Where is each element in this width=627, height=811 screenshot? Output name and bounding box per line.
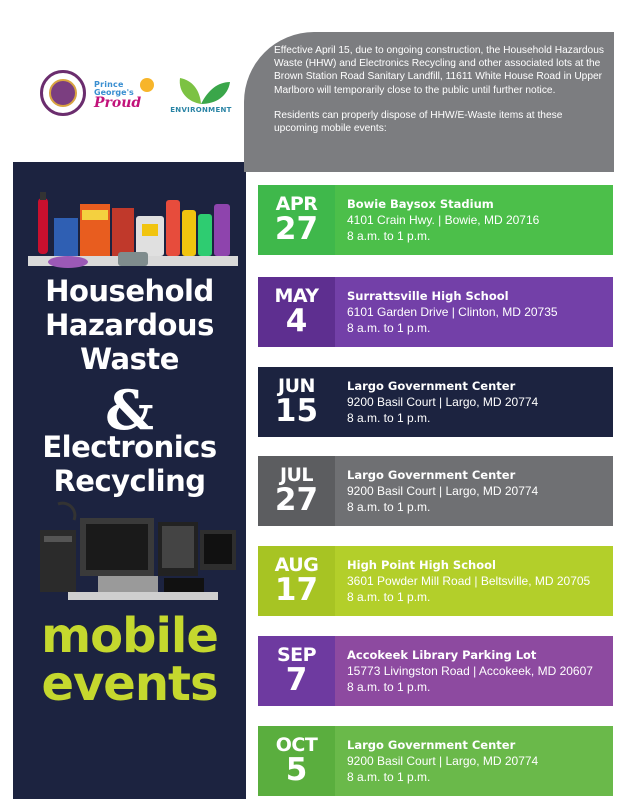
event-info [335, 185, 613, 255]
event-time: 8 a.m. to 1 p.m. [347, 770, 431, 784]
event-month: SEP [276, 644, 317, 666]
sun-icon [140, 78, 154, 92]
event-month: APR [275, 193, 318, 215]
event-day: 27 [274, 482, 319, 518]
event-date [258, 277, 335, 347]
event-info [335, 456, 613, 526]
event-address: 9200 Basil Court | Largo, MD 20774 [347, 395, 539, 409]
environment-logo: ENVIRONMENT [168, 72, 234, 122]
prince-georges-proud-logo: Prince George's Proud [94, 80, 156, 120]
event-card [258, 726, 613, 796]
event-info [335, 277, 613, 347]
title-hhw: Household Hazardous Waste [45, 274, 214, 376]
event-address: 4101 Crain Hwy. | Bowie, MD 20716 [347, 213, 540, 227]
event-info [335, 546, 613, 616]
event-card [258, 546, 613, 616]
event-card [258, 185, 613, 255]
event-venue: Surrattsville High School [347, 289, 509, 303]
event-time: 8 a.m. to 1 p.m. [347, 590, 431, 604]
event-card [258, 456, 613, 526]
event-month: AUG [274, 554, 319, 576]
event-time: 8 a.m. to 1 p.m. [347, 411, 431, 425]
event-address: 9200 Basil Court | Largo, MD 20774 [347, 484, 539, 498]
event-venue: Bowie Baysox Stadium [347, 197, 494, 211]
electronics-image [38, 500, 238, 608]
event-date [258, 546, 335, 616]
event-day: 27 [274, 211, 319, 247]
event-time: 8 a.m. to 1 p.m. [347, 229, 431, 243]
event-day: 17 [274, 572, 319, 608]
event-address: 9200 Basil Court | Largo, MD 20774 [347, 754, 539, 768]
event-date [258, 726, 335, 796]
event-day: 5 [285, 752, 308, 788]
event-date [258, 636, 335, 706]
event-venue: Largo Government Center [347, 379, 516, 393]
event-info [335, 636, 613, 706]
event-date [258, 456, 335, 526]
leaf-icon [168, 72, 234, 106]
notice-paragraph: Effective April 15, due to ongoing construction, the Household Hazardous Waste (HHW) and Electronics Recycling and other associated lots at the Brown Station Road Sanitary Landfill, 11611 White House Road in Upper Marlboro will temporarily close to the public until further notice. [274, 45, 604, 96]
event-info [335, 726, 613, 796]
event-month: OCT [275, 734, 318, 756]
event-time: 8 a.m. to 1 p.m. [347, 500, 431, 514]
event-date [258, 367, 335, 437]
event-venue: Largo Government Center [347, 738, 516, 752]
event-card [258, 367, 613, 437]
event-venue: Accokeek Library Parking Lot [347, 648, 537, 662]
event-day: 4 [285, 303, 308, 339]
event-month: MAY [274, 285, 319, 307]
notice-text [274, 44, 604, 135]
county-seal-logo [40, 70, 86, 116]
event-time: 8 a.m. to 1 p.m. [347, 321, 431, 335]
event-venue: Largo Government Center [347, 468, 516, 482]
event-day: 7 [285, 662, 308, 698]
event-venue: High Point High School [347, 558, 496, 572]
event-card [258, 636, 613, 706]
event-address: 15773 Livingston Road | Accokeek, MD 20607 [347, 664, 593, 678]
event-day: 15 [274, 393, 319, 429]
event-date [258, 185, 335, 255]
event-time: 8 a.m. to 1 p.m. [347, 680, 431, 694]
event-info [335, 367, 613, 437]
event-card [258, 277, 613, 347]
event-month: JUL [279, 464, 314, 486]
event-month: JUN [278, 375, 315, 397]
household-chemicals-image [28, 190, 238, 272]
title-electronics: Electronics Recycling [42, 430, 217, 498]
notice-paragraph: Residents can properly dispose of HHW/E-Waste items at these upcoming mobile events: [274, 109, 563, 135]
event-address: 6101 Garden Drive | Clinton, MD 20735 [347, 305, 558, 319]
ampersand: & [105, 378, 154, 442]
mobile-events-heading: mobile events [41, 608, 218, 712]
event-address: 3601 Powder Mill Road | Beltsville, MD 20705 [347, 574, 591, 588]
